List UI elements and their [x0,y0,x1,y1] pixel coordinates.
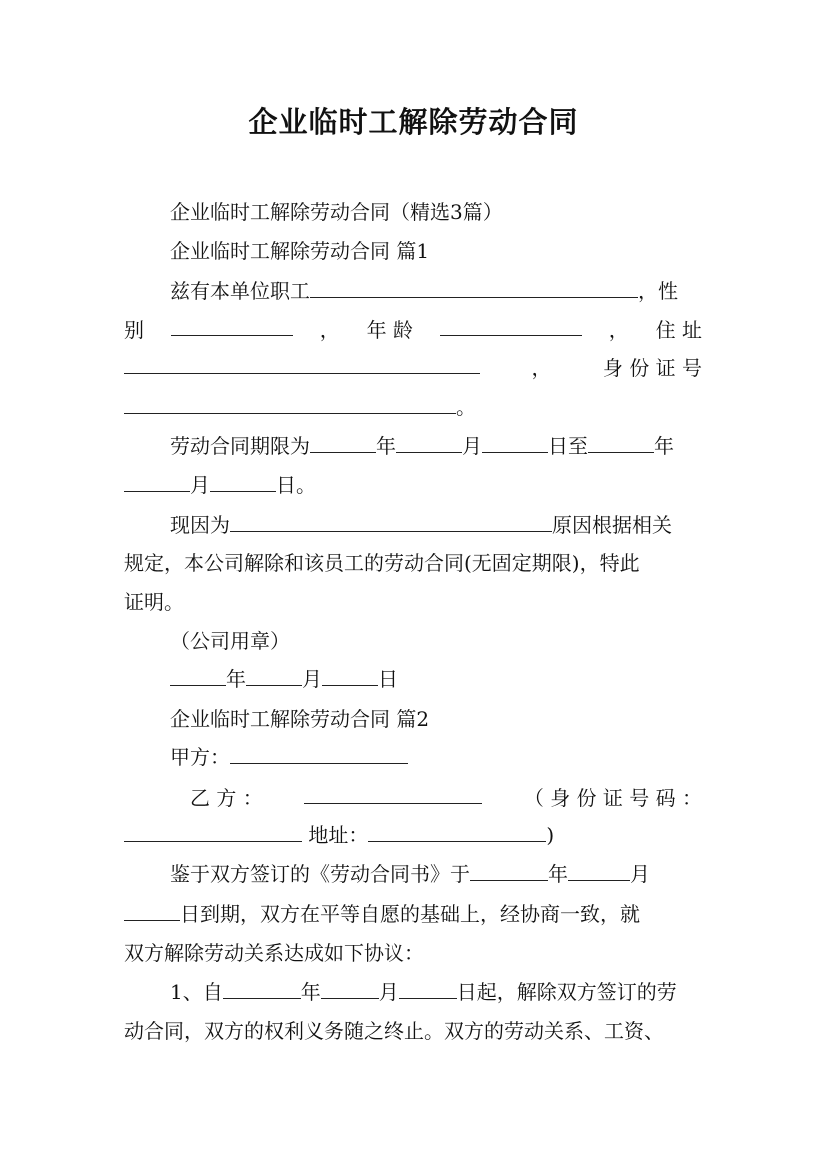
id-label: 身 份 证 号 [602,356,702,380]
start-month-blank[interactable] [396,434,462,453]
clause-line-3: 双方解除劳动关系达成如下协议： [124,941,424,965]
sign-year-blank[interactable] [170,667,226,686]
end-year-blank[interactable] [588,434,654,453]
company-seal: （公司用章） [170,629,290,653]
end-month-blank[interactable] [124,473,190,492]
item1-prefix: 1、自 [170,980,223,1004]
party-b-id-blank[interactable] [124,823,302,842]
address-blank[interactable] [124,355,480,374]
party-b-label: 乙 方 ： [190,786,263,810]
terminate-year-blank[interactable] [223,980,301,999]
party-a-line [170,744,408,770]
party-a-label: 甲方： [170,745,230,769]
part2-heading: 企业临时工解除劳动合同 篇2 [170,707,430,731]
sign-day-blank[interactable] [322,667,378,686]
contract-month-blank[interactable] [568,862,630,881]
age-label: 年 龄 [366,318,413,342]
contract-day-blank[interactable] [124,902,180,921]
party-b-line [190,785,702,811]
clause-intro-line: 鉴于双方签订的《劳动合同书》于 年 月 [170,862,650,886]
item1-line-2: 动合同，双方的权利义务随之终止。双方的劳动关系、工资、 [124,1019,664,1043]
party-b-id-line: 地址： ) [124,822,554,848]
address-id-line: ， 身 份 证 号 [124,355,702,381]
gender-label-2: 别 [124,318,144,342]
period-line: 劳动合同期限为 年 月 日至 年 [170,434,674,458]
reason-label: 现因为 [170,513,230,537]
address-label: 住 址 [655,318,702,342]
id-open-label: （ 身 份 证 号 码 ： [523,786,702,810]
terminate-month-blank[interactable] [321,980,379,999]
id-line: 。 [124,394,476,420]
subtitle: 企业临时工解除劳动合同（精选3篇） [170,200,503,224]
sign-month-blank[interactable] [246,667,302,686]
start-year-blank[interactable] [310,434,376,453]
comma: ， [638,279,658,303]
party-b-blank[interactable] [304,785,482,804]
employee-name-blank[interactable] [310,279,638,298]
gender-blank[interactable] [171,317,293,336]
party-b-address-blank[interactable] [368,823,546,842]
period-label: 劳动合同期限为 [170,434,310,458]
reason-line-2: 规定，本公司解除和该员工的劳动合同(无固定期限)，特此 [124,551,640,575]
employee-line [170,278,678,304]
clause-line-2: 日到期，双方在平等自愿的基础上，经协商一致，就 [124,901,640,927]
contract-year-blank[interactable] [470,862,548,881]
address-label-2: 地址： [308,823,369,847]
gender-label: 性 [658,279,678,303]
employee-intro: 兹有本单位职工 [170,279,310,303]
gender-age-address-line: 别 ， 年 龄 ， 住 址 [124,318,702,342]
document-title: 企业临时工解除劳动合同 [248,105,579,139]
reason-blank[interactable] [230,513,552,532]
age-blank[interactable] [440,317,582,336]
terminate-day-blank[interactable] [399,980,457,999]
start-day-blank[interactable] [482,434,548,453]
part1-heading: 企业临时工解除劳动合同 篇1 [170,239,430,263]
period-end-line: 月 日。 [124,472,316,498]
item1-line: 1、自 年 月 日起，解除双方签订的劳 [170,980,677,1004]
reason-line: 现因为 原因根据相关 [170,513,672,537]
reason-line-3: 证明。 [124,590,184,614]
clause-intro: 鉴于双方签订的《劳动合同书》于 [170,862,470,886]
party-a-blank[interactable] [230,745,408,764]
end-day-blank[interactable] [210,473,276,492]
id-number-blank[interactable] [124,395,456,414]
date-line: 年 月 日 [170,666,398,692]
